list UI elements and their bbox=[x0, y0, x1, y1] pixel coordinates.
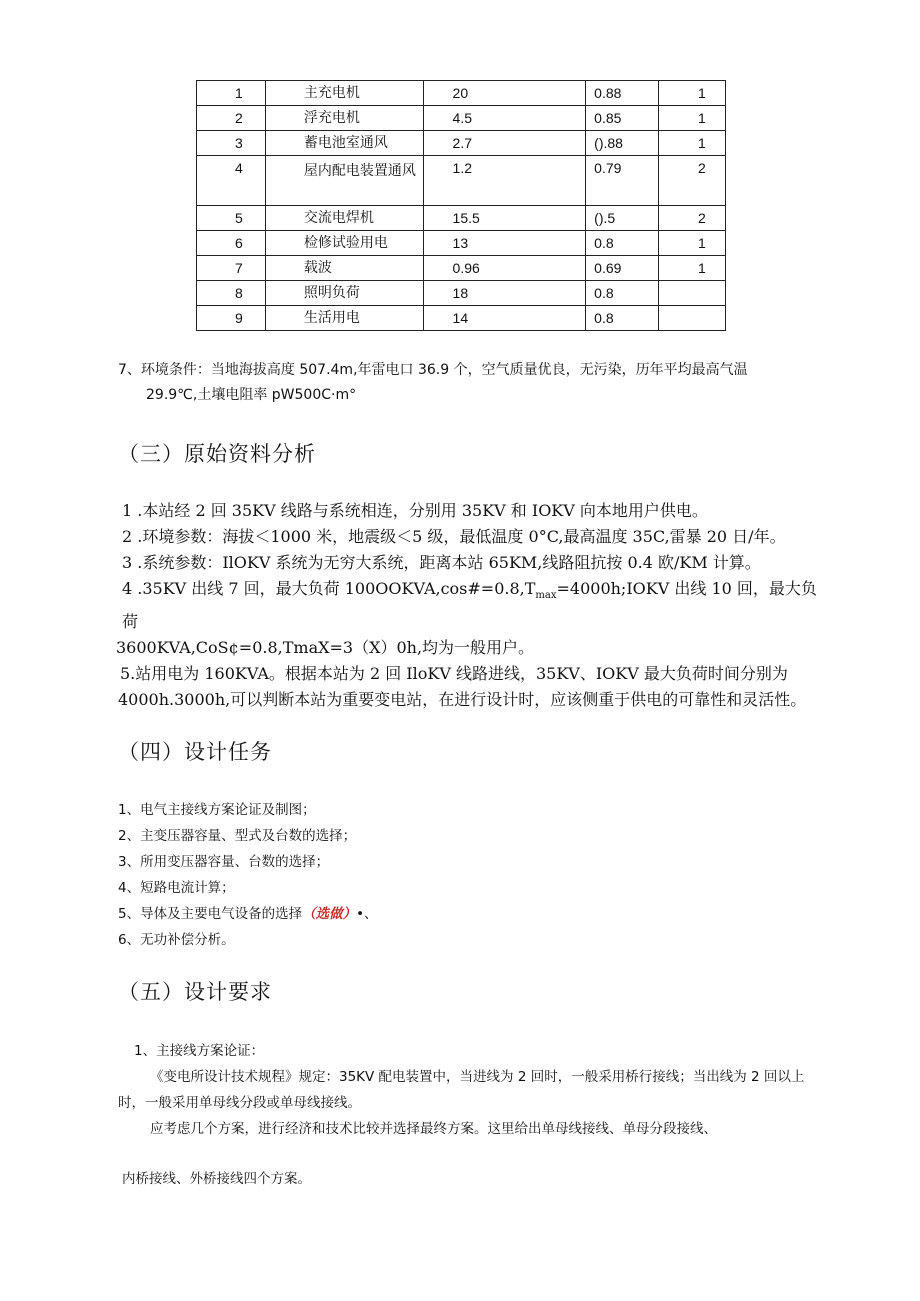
load-quantity bbox=[659, 306, 726, 331]
load-name: 载波 bbox=[265, 256, 423, 281]
row-number: 7 bbox=[197, 256, 266, 281]
load-capacity: 4.5 bbox=[423, 106, 586, 131]
subheading: 1、主接线方案论证： bbox=[134, 1043, 265, 1059]
table-row bbox=[197, 256, 726, 281]
load-name: 蓄电池室通风 bbox=[265, 131, 423, 156]
table-row bbox=[197, 306, 726, 331]
load-name: 主充电机 bbox=[265, 81, 423, 106]
table-row bbox=[197, 131, 726, 156]
paragraph: 内桥接线、外桥接线四个方案。 bbox=[122, 1171, 311, 1187]
load-quantity bbox=[659, 281, 726, 306]
load-coefficient: 0.88 bbox=[586, 81, 659, 106]
paragraph: 3 .系统参数：IlOKV 系统为无穷大系统，距离本站 65KM,线路阻抗按 0.4 欧/KM 计算。 bbox=[122, 553, 761, 572]
load-name: 浮充电机 bbox=[265, 106, 423, 131]
paragraph bbox=[118, 576, 830, 635]
load-coefficient: 0.8 bbox=[586, 231, 659, 256]
section-heading: （四）设计任务 bbox=[118, 740, 272, 764]
row-number: 4 bbox=[197, 156, 266, 206]
load-capacity: 0.96 bbox=[423, 256, 586, 281]
paragraph-text: =4000h;IOKV 出线 10 回，最大负荷 bbox=[122, 579, 817, 632]
load-name: 交流电焊机 bbox=[265, 206, 423, 231]
environment-line: 7、环境条件：当地海拔高度 507.4m,年雷电口 36.9 个，空气质量优良，无污染，历年平均最高气温 bbox=[118, 362, 748, 378]
load-capacity: 20 bbox=[423, 81, 586, 106]
row-number: 6 bbox=[197, 231, 266, 256]
task-list bbox=[118, 797, 378, 953]
row-number: 1 bbox=[197, 81, 266, 106]
load-quantity: 1 bbox=[659, 131, 726, 156]
row-number: 2 bbox=[197, 106, 266, 131]
load-quantity: 1 bbox=[659, 256, 726, 281]
environment-conditions bbox=[118, 358, 838, 408]
load-capacity: 13 bbox=[423, 231, 586, 256]
row-number: 5 bbox=[197, 206, 266, 231]
paragraph-text: 4 .35KV 出线 7 回，最大负荷 100OOKVA,cos#=0.8,T bbox=[122, 579, 536, 598]
row-number: 8 bbox=[197, 281, 266, 306]
table-row bbox=[197, 106, 726, 131]
row-number: 3 bbox=[197, 131, 266, 156]
paragraph: 1 .本站经 2 回 35KV 线路与系统相连，分别用 35KV 和 IOKV 向本地用户供电。 bbox=[122, 501, 708, 520]
load-capacity: 15.5 bbox=[423, 206, 586, 231]
load-capacity: 1.2 bbox=[423, 156, 586, 206]
load-name: 照明负荷 bbox=[265, 281, 423, 306]
load-name: 屋内配电装置通风 bbox=[265, 156, 423, 206]
environment-line: 29.9℃,土壤电阻率 pW500C·m° bbox=[146, 387, 357, 403]
load-quantity: 1 bbox=[659, 106, 726, 131]
row-number: 9 bbox=[197, 306, 266, 331]
load-coefficient: 0.85 bbox=[586, 106, 659, 131]
load-quantity: 1 bbox=[659, 81, 726, 106]
paragraph: 3600KVA,CoS¢=0.8,TmaX=3（X）0h,均为一般用户。 bbox=[116, 638, 535, 658]
list-item: 4、短路电流计算； bbox=[118, 880, 235, 896]
table-row bbox=[197, 81, 726, 106]
paragraph: 5.站用电为 160KVA。根据本站为 2 回 IloKV 线路进线，35KV、IOKV 最大负荷时间分别为 4000h.3000h,可以判断本站为重要变电站，在进行设计时，应该侧重于供电的可靠性和灵活性。 bbox=[118, 664, 807, 710]
requirements-section bbox=[118, 1038, 830, 1192]
load-name: 生活用电 bbox=[265, 306, 423, 331]
paragraph: 2 .环境参数：海拔＜1000 米，地震级＜5 级，最低温度 0°C,最高温度 35C,雷暴 20 日/年。 bbox=[122, 527, 786, 546]
load-quantity: 1 bbox=[659, 231, 726, 256]
list-item: 1、电气主接线方案论证及制图； bbox=[118, 802, 316, 818]
load-coefficient: ().88 bbox=[586, 131, 659, 156]
list-item: 2、主变压器容量、型式及台数的选择； bbox=[118, 828, 357, 844]
table-row bbox=[197, 281, 726, 306]
analysis-section bbox=[118, 498, 830, 713]
section-heading: （五）设计要求 bbox=[118, 980, 272, 1004]
table-row bbox=[197, 231, 726, 256]
load-coefficient: 0.69 bbox=[586, 256, 659, 281]
paragraph: 应考虑几个方案，进行经济和技术比较并选择最终方案。这里给出单母线接线、单母分段接线、 bbox=[150, 1121, 717, 1137]
list-item: 6、无功补偿分析。 bbox=[118, 932, 235, 948]
list-item-tail: •、 bbox=[356, 906, 378, 922]
list-item-text: 5、导体及主要电气设备的选择 bbox=[118, 906, 303, 922]
load-quantity: 2 bbox=[659, 206, 726, 231]
load-capacity: 2.7 bbox=[423, 131, 586, 156]
station-load-table bbox=[196, 80, 726, 331]
load-coefficient: 0.8 bbox=[586, 306, 659, 331]
subscript: max bbox=[535, 590, 557, 602]
list-item: 3、所用变压器容量、台数的选择； bbox=[118, 854, 330, 870]
load-coefficient: 0.79 bbox=[586, 156, 659, 206]
paragraph: 《变电所设计技术规程》规定：35KV 配电装置中，当进线为 2 回时，一般采用桥行接线；当出线为 2 回以上时，一般采用单母线分段或单母线接线。 bbox=[118, 1069, 805, 1111]
table-row bbox=[197, 206, 726, 231]
optional-tag: （选做） bbox=[302, 906, 357, 922]
list-item bbox=[118, 901, 378, 927]
load-name: 检修试验用电 bbox=[265, 231, 423, 256]
table-row bbox=[197, 156, 726, 206]
section-heading: （三）原始资料分析 bbox=[118, 442, 316, 466]
load-coefficient: 0.8 bbox=[586, 281, 659, 306]
load-capacity: 18 bbox=[423, 281, 586, 306]
load-coefficient: ().5 bbox=[586, 206, 659, 231]
load-capacity: 14 bbox=[423, 306, 586, 331]
load-quantity: 2 bbox=[659, 156, 726, 206]
